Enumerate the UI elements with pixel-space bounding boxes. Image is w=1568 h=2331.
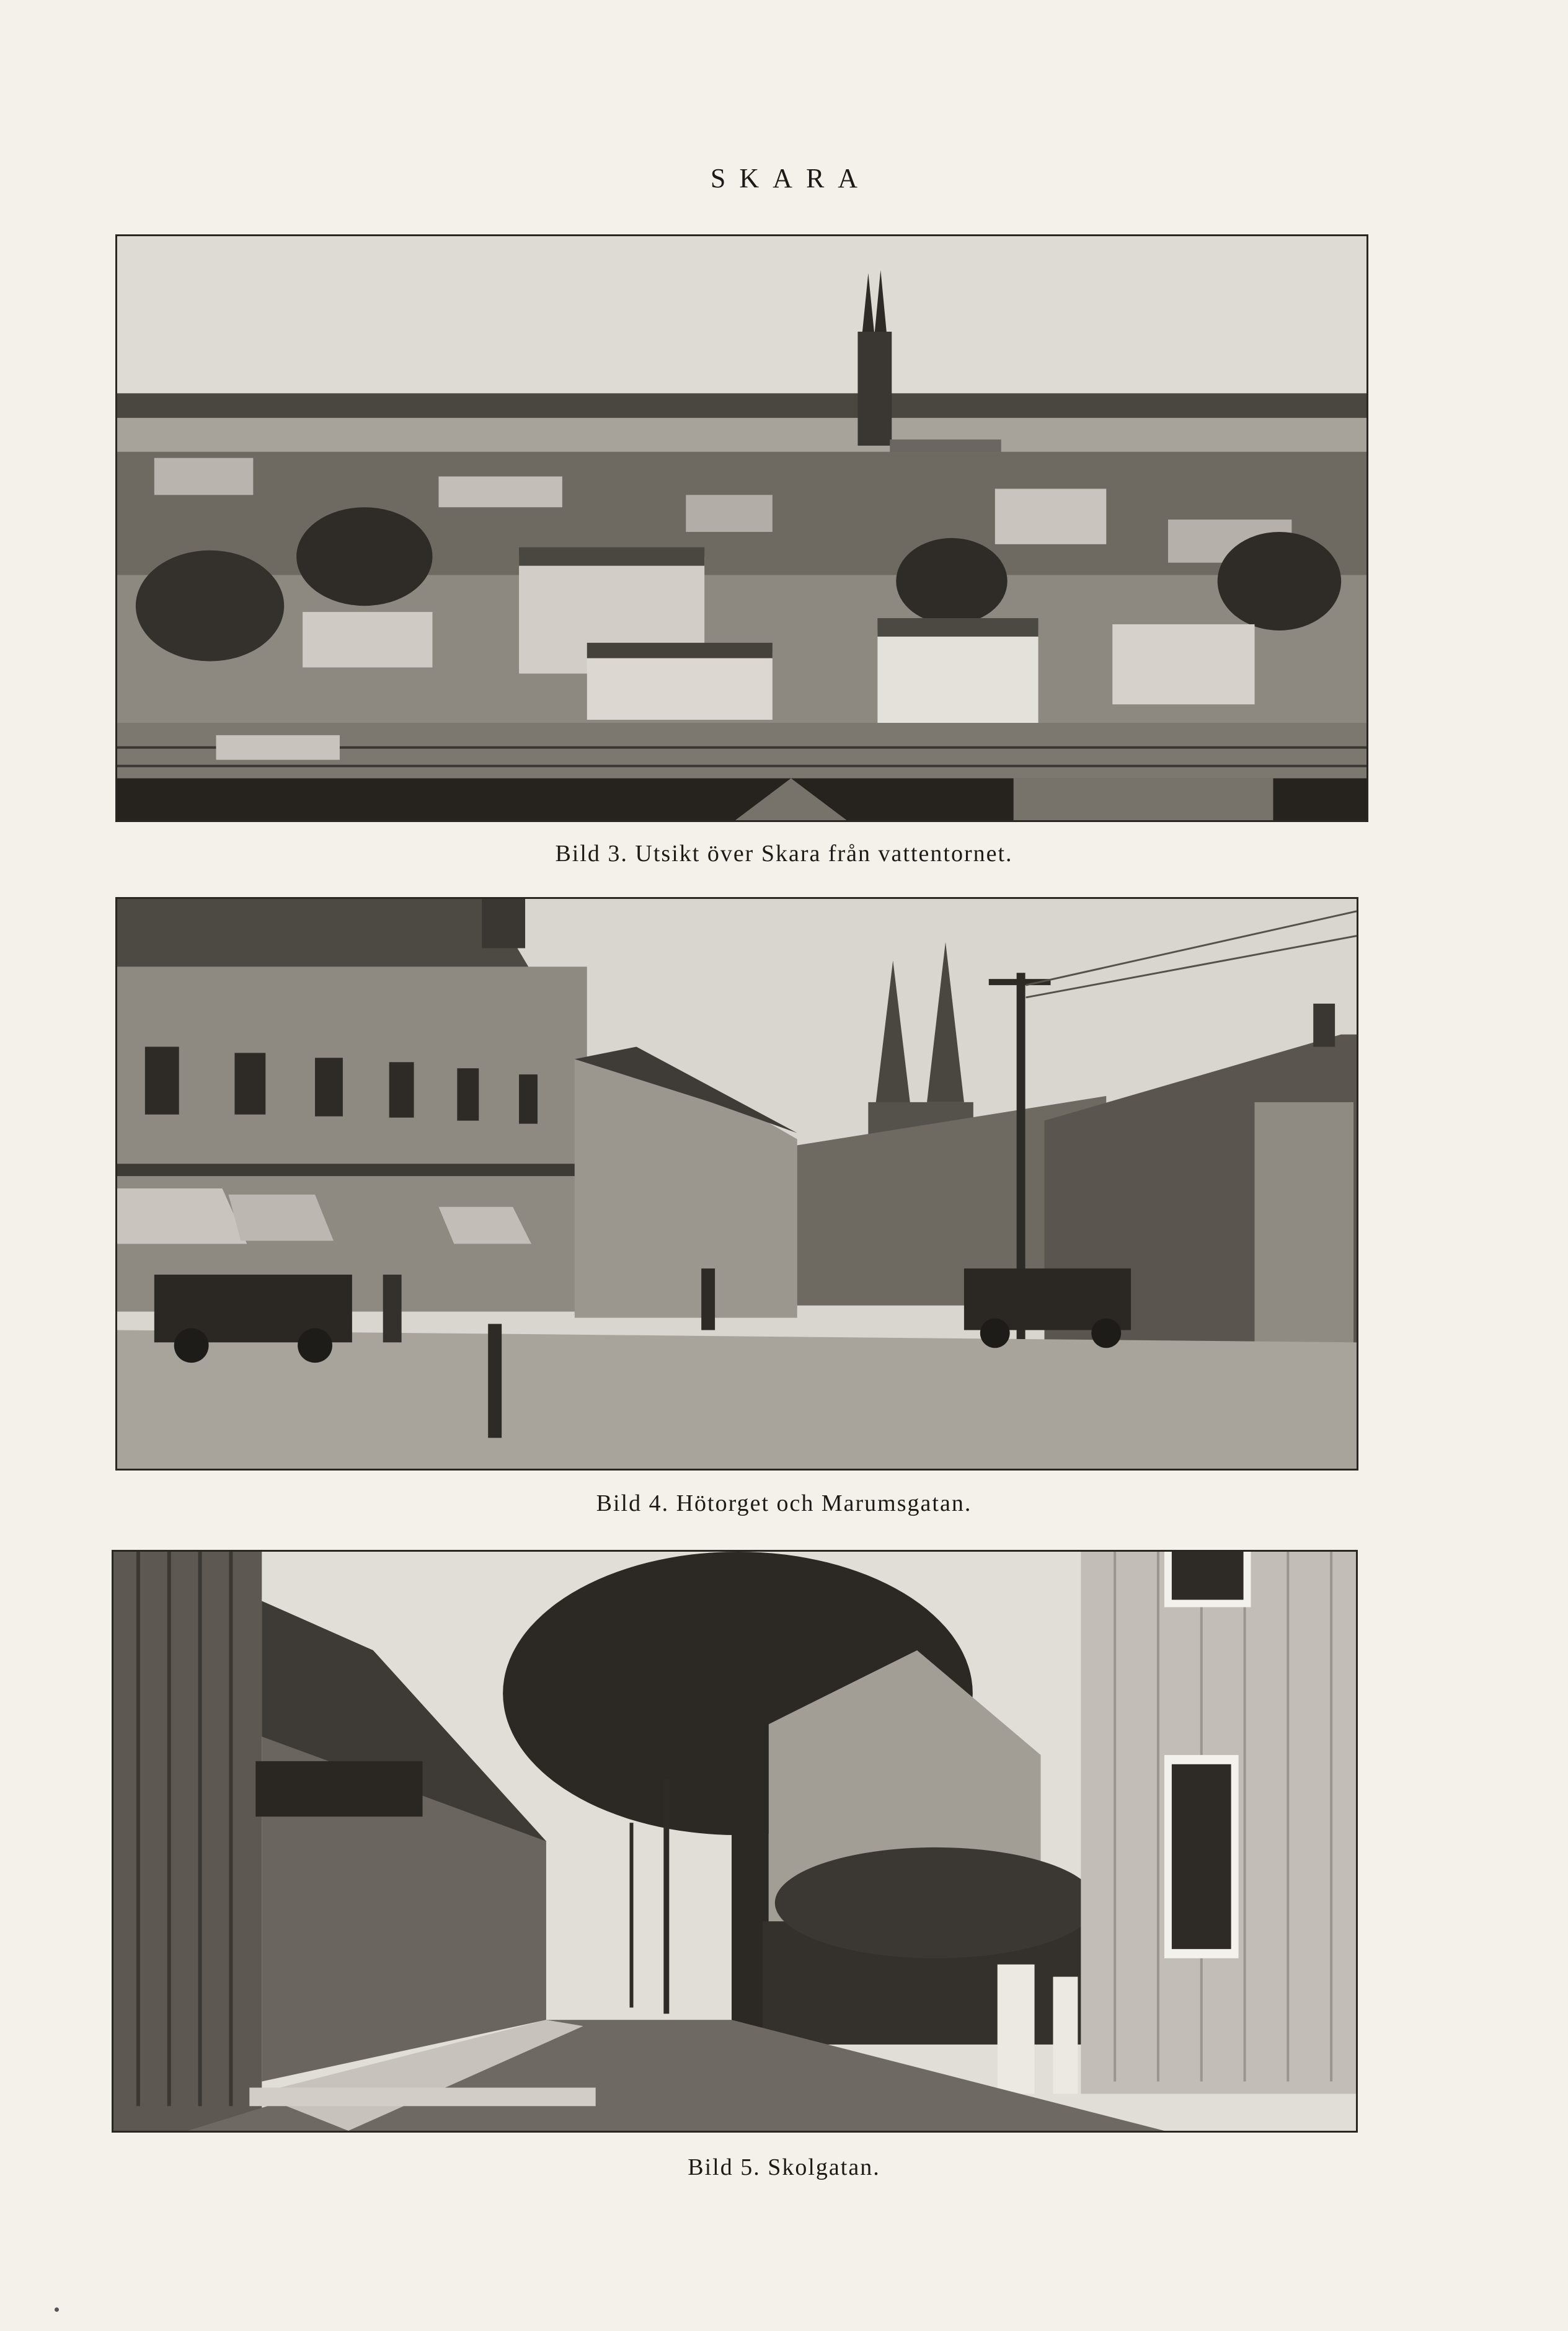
photo-hotorget-square <box>115 897 1358 1471</box>
page-title: SKARA <box>710 163 872 193</box>
figure-5-caption: Bild 5. Skolgatan. <box>688 2154 880 2180</box>
photo-town-panorama-image <box>117 236 1366 820</box>
photo-skolgatan-street <box>112 1550 1358 2133</box>
figure-3-caption: Bild 3. Utsikt över Skara från vattentornet. <box>555 841 1013 867</box>
paper-speck <box>55 2307 59 2312</box>
figure-4-caption: Bild 4. Hötorget och Marumsgatan. <box>596 1490 972 1516</box>
photo-town-panorama <box>115 234 1368 822</box>
photo-hotorget-square-image <box>117 899 1357 1469</box>
photo-skolgatan-street-image <box>113 1552 1356 2131</box>
